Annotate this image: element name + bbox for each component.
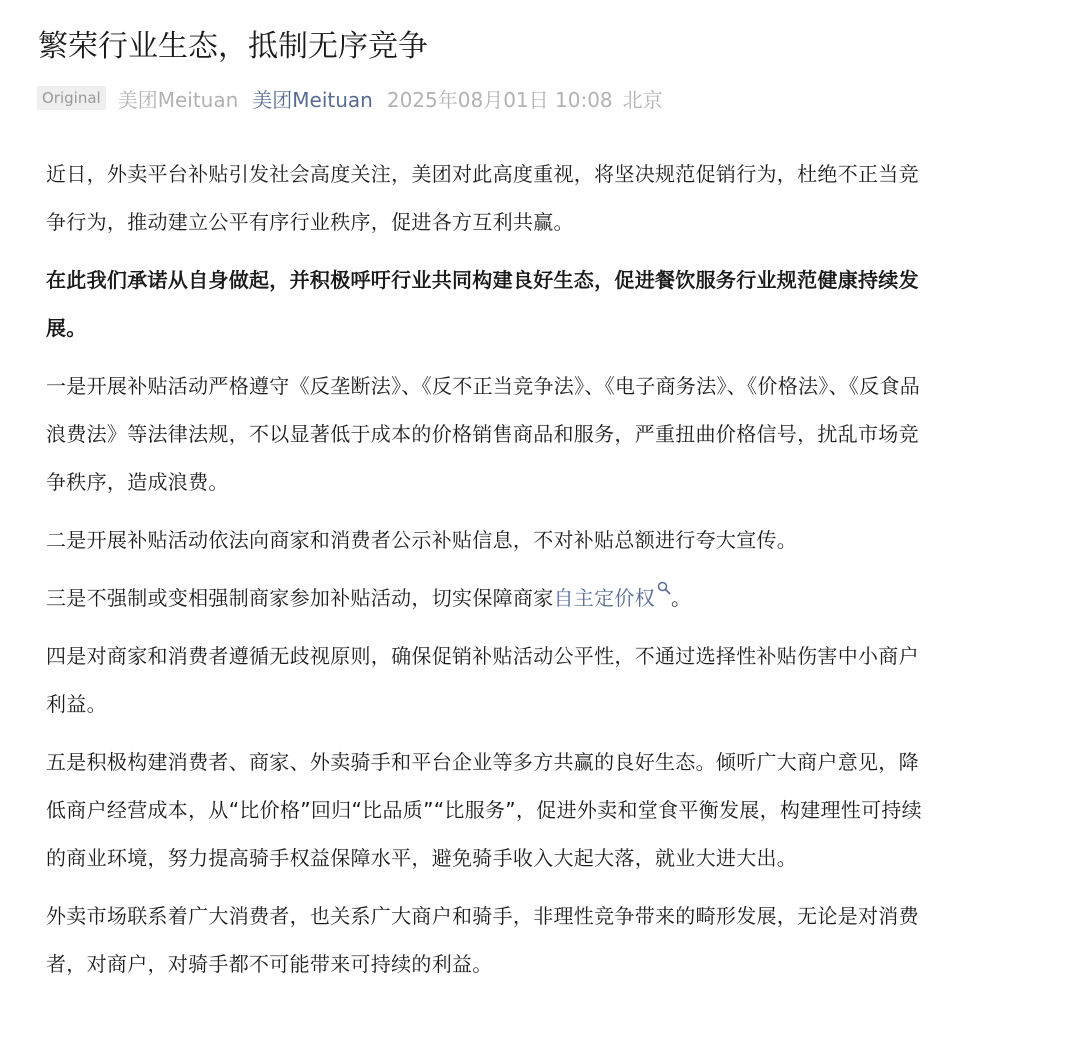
article-title: 繁荣行业生态，抵制无序竞争 xyxy=(38,29,428,64)
article-body xyxy=(46,150,926,998)
paragraph-point-5: 五是积极构建消费者、商家、外卖骑手和平台企业等多方共赢的良好生态。倾听广大商户意见，降低商户经营成本，从“比价格”回归“比品质”“比服务”，促进外卖和堂食平衡发展，构建理性可持续的商业环境，努力提高骑手权益保障水平，避免骑手收入大起大落，就业大进大出。 xyxy=(46,750,922,870)
original-badge: Original xyxy=(37,86,106,110)
publish-date: 2025年08月01日 10:08 xyxy=(386,87,613,112)
paragraph-point-4: 四是对商家和消费者遵循无歧视原则，确保促销补贴活动公平性，不通过选择性补贴伤害中小商户利益。 xyxy=(46,644,919,716)
search-icon[interactable] xyxy=(657,581,671,595)
paragraph-point-3-end: 。 xyxy=(671,586,692,610)
author-name: 美团Meituan xyxy=(117,87,239,112)
pricing-right-link[interactable]: 自主定价权 xyxy=(553,586,655,610)
article-meta xyxy=(37,84,663,112)
paragraph-point-3-text: 三是不强制或变相强制商家参加补贴活动，切实保障商家 xyxy=(46,586,554,610)
paragraph-point-1: 一是开展补贴活动严格遵守《反垄断法》、《反不正当竞争法》、《电子商务法》、《价格法》、《反食品浪费法》等法律法规，不以显著低于成本的价格销售商品和服务，严重扭曲价格信号，扰乱市场竞争秩序，造成浪费。 xyxy=(46,374,921,494)
publish-location: 北京 xyxy=(622,87,663,112)
account-link[interactable]: 美团Meituan xyxy=(252,87,373,112)
paragraph-point-2: 二是开展补贴活动依法向商家和消费者公示补贴信息，不对补贴总额进行夸大宣传。 xyxy=(46,528,798,552)
paragraph-point-3 xyxy=(46,574,926,622)
paragraph-commitment: 在此我们承诺从自身做起，并积极呼吁行业共同构建良好生态，促进餐饮服务行业规范健康持续发展。 xyxy=(46,268,919,340)
paragraph-intro: 近日，外卖平台补贴引发社会高度关注，美团对此高度重视，将坚决规范促销行为，杜绝不正当竞争行为，推动建立公平有序行业秩序，促进各方互利共赢。 xyxy=(46,162,919,234)
paragraph-closing: 外卖市场联系着广大消费者，也关系广大商户和骑手，非理性竞争带来的畸形发展，无论是对消费者，对商户，对骑手都不可能带来可持续的利益。 xyxy=(46,904,919,976)
